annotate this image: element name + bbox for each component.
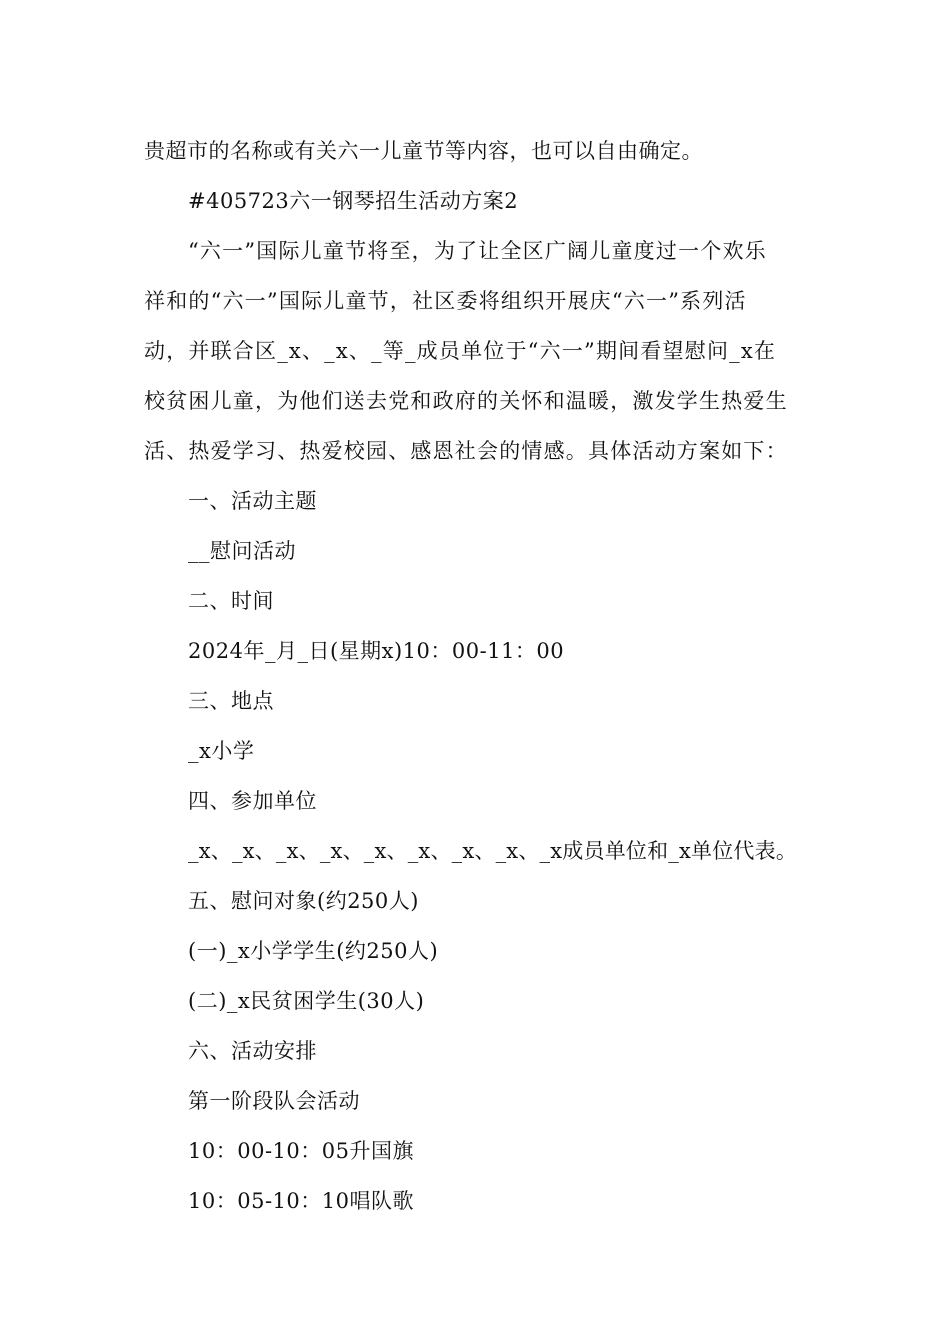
section-heading: 六、活动安排	[188, 1039, 317, 1063]
text-line: 祥和的“六一”国际儿童节，社区委将组织开展庆“六一”系列活	[144, 289, 747, 313]
text-line: _x小学	[188, 739, 255, 763]
text-line: (二)_x民贫困学生(30人)	[188, 989, 425, 1013]
text-line: 10：00-10：05升国旗	[188, 1139, 414, 1163]
section-heading: 三、地点	[188, 689, 274, 713]
text-line: 2024年_月_日(星期x)10：00-11：00	[188, 639, 565, 663]
text-line: 10：05-10：10唱队歌	[188, 1189, 414, 1213]
text-line: 贵超市的名称或有关六一儿童节等内容，也可以自由确定。	[144, 139, 703, 163]
section-heading: 五、慰问对象(约250人)	[188, 889, 419, 913]
text-line: 动，并联合区_x、_x、_等_成员单位于“六一”期间看望慰问_x在	[144, 339, 777, 363]
text-line: “六一”国际儿童节将至，为了让全区广阔儿童度过一个欢乐	[188, 239, 767, 263]
text-line: 第一阶段队会活动	[188, 1089, 360, 1113]
section-heading: 一、活动主题	[188, 489, 317, 513]
section-heading: #405723六一钢琴招生活动方案2	[188, 189, 519, 213]
text-line: 活、热爱学习、热爱校园、感恩社会的情感。具体活动方案如下：	[144, 439, 788, 463]
text-line: _x、_x、_x、_x、_x、_x、_x、_x、_x成员单位和_x单位代表。	[188, 839, 798, 863]
text-line: (一)_x小学学生(约250人)	[188, 939, 439, 963]
section-heading: 四、参加单位	[188, 789, 317, 813]
text-line: __慰问活动	[188, 539, 296, 563]
section-heading: 二、时间	[188, 589, 274, 613]
text-line: 校贫困儿童，为他们送去党和政府的关怀和温暖，激发学生热爱生	[144, 389, 788, 413]
